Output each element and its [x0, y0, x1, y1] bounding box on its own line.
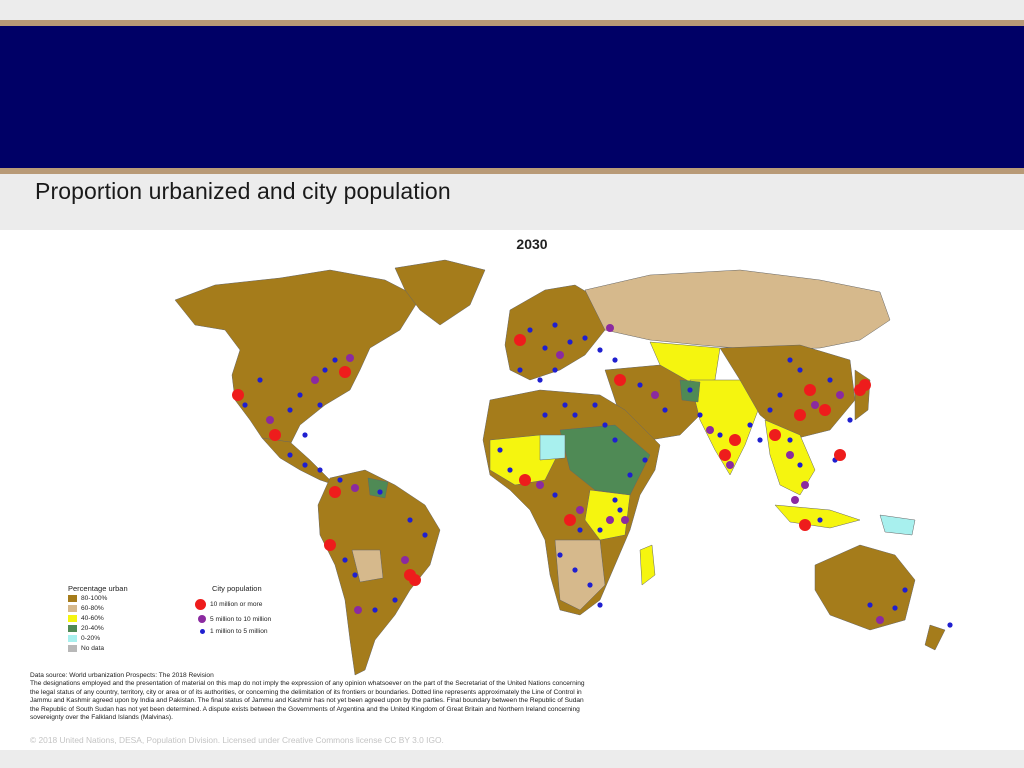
city-marker: [787, 357, 792, 362]
city-marker: [572, 412, 577, 417]
city-marker: [797, 462, 802, 467]
megacity-marker: [339, 366, 351, 378]
city-marker: [567, 339, 572, 344]
megacity-marker: [614, 374, 626, 386]
city-marker: [612, 437, 617, 442]
city-marker: [257, 377, 262, 382]
large-city-marker: [791, 496, 799, 504]
megacity-marker: [799, 519, 811, 531]
city-marker: [697, 412, 702, 417]
large-city-marker: [401, 556, 409, 564]
source-line: Data source: World urbanization Prospects: The 2018 Revision: [30, 672, 214, 679]
disclaimer-text: The designations employed and the presentation of material on this map do not imply the expression of any opinion whatsoever on the part of the Secretariat of the United Nations concerning the legal status of any country, territory, city or area or of its authorities, or concerning the delimitation of its frontiers or boundaries. Dotted line represents approximately the Line of Control in Jammu and Kashmir agreed upon by India and Pakistan. The final status of Jammu and Kashmir has not yet been agreed upon by the parties. Final boundary between the Republic of Sudan the Republic of South Sudan has not yet been determined. A dispute exists between the Governments of Argentina and the United Kingdom of Great Britain and Northern Ireland concerning sovereignty over the Falkland Islands (Malvinas).: [30, 680, 585, 722]
large-city-marker: [836, 391, 844, 399]
city-marker: [757, 437, 762, 442]
land-shapes: [175, 260, 945, 675]
large-city-marker: [606, 516, 614, 524]
land-new-zealand: [925, 625, 945, 650]
megacity-marker: [729, 434, 741, 446]
land-mali: [540, 435, 565, 460]
legend-city-title: City population: [212, 584, 262, 593]
city-marker: [637, 382, 642, 387]
city-marker: [552, 322, 557, 327]
city-marker: [662, 407, 667, 412]
legend-city-item: [198, 628, 268, 635]
legend-label: No data: [81, 645, 105, 652]
city-marker: [527, 327, 532, 332]
large-city-marker: [811, 401, 819, 409]
city-marker: [317, 402, 322, 407]
city-marker: [817, 517, 822, 522]
city-marker: [717, 432, 722, 437]
large-city-marker: [706, 426, 714, 434]
legend-swatch: [68, 645, 77, 652]
city-marker: [892, 605, 897, 610]
megacity-marker: [519, 474, 531, 486]
legend-label: 80-100%: [81, 595, 108, 602]
large-city-marker: [536, 481, 544, 489]
slide-title: Proportion urbanized and city population: [35, 178, 451, 204]
city-marker: [642, 457, 647, 462]
legend-urban-item: [68, 615, 104, 622]
city-marker: [797, 367, 802, 372]
megacity-marker: [794, 409, 806, 421]
city-marker: [337, 477, 342, 482]
large-city-marker: [556, 351, 564, 359]
legend-swatch: [68, 615, 77, 622]
city-marker: [777, 392, 782, 397]
megacity-marker: [324, 539, 336, 551]
city-marker: [847, 417, 852, 422]
land-russia: [585, 270, 890, 350]
city-marker: [392, 597, 397, 602]
city-marker: [372, 607, 377, 612]
city-marker: [597, 602, 602, 607]
city-marker: [517, 367, 522, 372]
city-marker: [612, 497, 617, 502]
large-city-marker: [786, 451, 794, 459]
large-city-marker: [651, 391, 659, 399]
large-city-marker: [351, 484, 359, 492]
megacity-marker: [404, 569, 416, 581]
copyright-notice: © 2018 United Nations, DESA, Population Division. Licensed under Creative Commons license CC BY 3.0 IGO.: [30, 735, 444, 745]
city-marker: [352, 572, 357, 577]
city-marker: [867, 602, 872, 607]
city-marker: [332, 357, 337, 362]
city-marker: [827, 377, 832, 382]
megacity-marker: [329, 486, 341, 498]
megacity-marker: [269, 429, 281, 441]
legend-label: 60-80%: [81, 605, 104, 612]
legend-label: 0-20%: [81, 635, 101, 642]
large-city-marker: [576, 506, 584, 514]
legend-swatch: [68, 605, 77, 612]
city-marker: [542, 345, 547, 350]
city-marker: [617, 507, 622, 512]
map-year: 2030: [516, 236, 548, 252]
megacity-marker: [564, 514, 576, 526]
legend-swatch: [68, 635, 77, 642]
city-marker: [597, 527, 602, 532]
megacity-marker: [834, 449, 846, 461]
legend-label: 5 million to 10 million: [210, 615, 272, 623]
data-source-note: [30, 672, 585, 722]
city-marker: [562, 402, 567, 407]
city-marker: [407, 517, 412, 522]
city-marker: [377, 489, 382, 494]
megacity-marker: [514, 334, 526, 346]
city-marker: [537, 377, 542, 382]
city-marker: [342, 557, 347, 562]
city-marker: [302, 462, 307, 467]
legend-label: 40-60%: [81, 615, 104, 622]
land-central-america: [262, 438, 335, 485]
city-marker: [302, 432, 307, 437]
city-marker: [902, 587, 907, 592]
legend-urban-item: [68, 635, 100, 642]
land-australia: [815, 545, 915, 630]
large-city-marker: [801, 481, 809, 489]
city-marker: [602, 422, 607, 427]
large-city-marker: [876, 616, 884, 624]
megacity-marker: [232, 389, 244, 401]
city-marker: [787, 437, 792, 442]
bottom-accent-line: [0, 168, 1024, 174]
legend-label: 1 million to 5 million: [210, 628, 268, 635]
large-city-marker: [266, 416, 274, 424]
city-marker: [572, 567, 577, 572]
large-city-marker: [311, 376, 319, 384]
city-marker: [322, 367, 327, 372]
large-city-marker: [354, 606, 362, 614]
city-marker: [587, 582, 592, 587]
city-marker: [582, 335, 587, 340]
large-city-marker: [621, 516, 629, 524]
land-indonesia: [775, 505, 860, 528]
city-marker: [317, 467, 322, 472]
legend-urban-title: Percentage urban: [68, 584, 128, 593]
city-marker: [552, 367, 557, 372]
legend-city-item: [197, 615, 271, 623]
city-marker: [767, 407, 772, 412]
city-marker: [947, 622, 952, 627]
legend-urban-item: [68, 625, 104, 632]
land-north-america: [175, 270, 420, 450]
land-png: [880, 515, 915, 535]
world-map-panel: [0, 230, 1024, 750]
large-city-marker: [346, 354, 354, 362]
large-city-marker: [606, 324, 614, 332]
city-marker: [552, 492, 557, 497]
city-marker: [557, 552, 562, 557]
city-marker: [687, 387, 692, 392]
legend-urban-item: [68, 595, 107, 602]
legend-swatch: [68, 595, 77, 602]
city-marker: [422, 532, 427, 537]
legend-dot-medium: [198, 615, 206, 623]
legend-dot-small: [200, 629, 205, 634]
city-marker: [592, 402, 597, 407]
legend-label: 10 million or more: [210, 601, 263, 608]
megacity-marker: [804, 384, 816, 396]
legend-label: 20-40%: [81, 625, 104, 632]
city-marker: [627, 472, 632, 477]
city-marker: [242, 402, 247, 407]
city-marker: [542, 412, 547, 417]
legend-urban-item: [68, 645, 104, 652]
large-city-marker: [726, 461, 734, 469]
city-marker: [597, 347, 602, 352]
legend-urban-item: [68, 605, 104, 612]
land-madagascar: [640, 545, 655, 585]
city-marker: [497, 447, 502, 452]
city-marker: [747, 422, 752, 427]
megacity-marker: [769, 429, 781, 441]
city-marker: [612, 357, 617, 362]
city-marker: [577, 527, 582, 532]
legend-dot-large: [195, 599, 206, 610]
city-marker: [287, 452, 292, 457]
city-marker: [297, 392, 302, 397]
legend-swatch: [68, 625, 77, 632]
city-marker: [507, 467, 512, 472]
megacity-marker: [719, 449, 731, 461]
legend-city-item: [195, 599, 262, 610]
megacity-marker: [859, 379, 871, 391]
title-banner: [0, 26, 1024, 168]
megacity-marker: [819, 404, 831, 416]
city-marker: [287, 407, 292, 412]
